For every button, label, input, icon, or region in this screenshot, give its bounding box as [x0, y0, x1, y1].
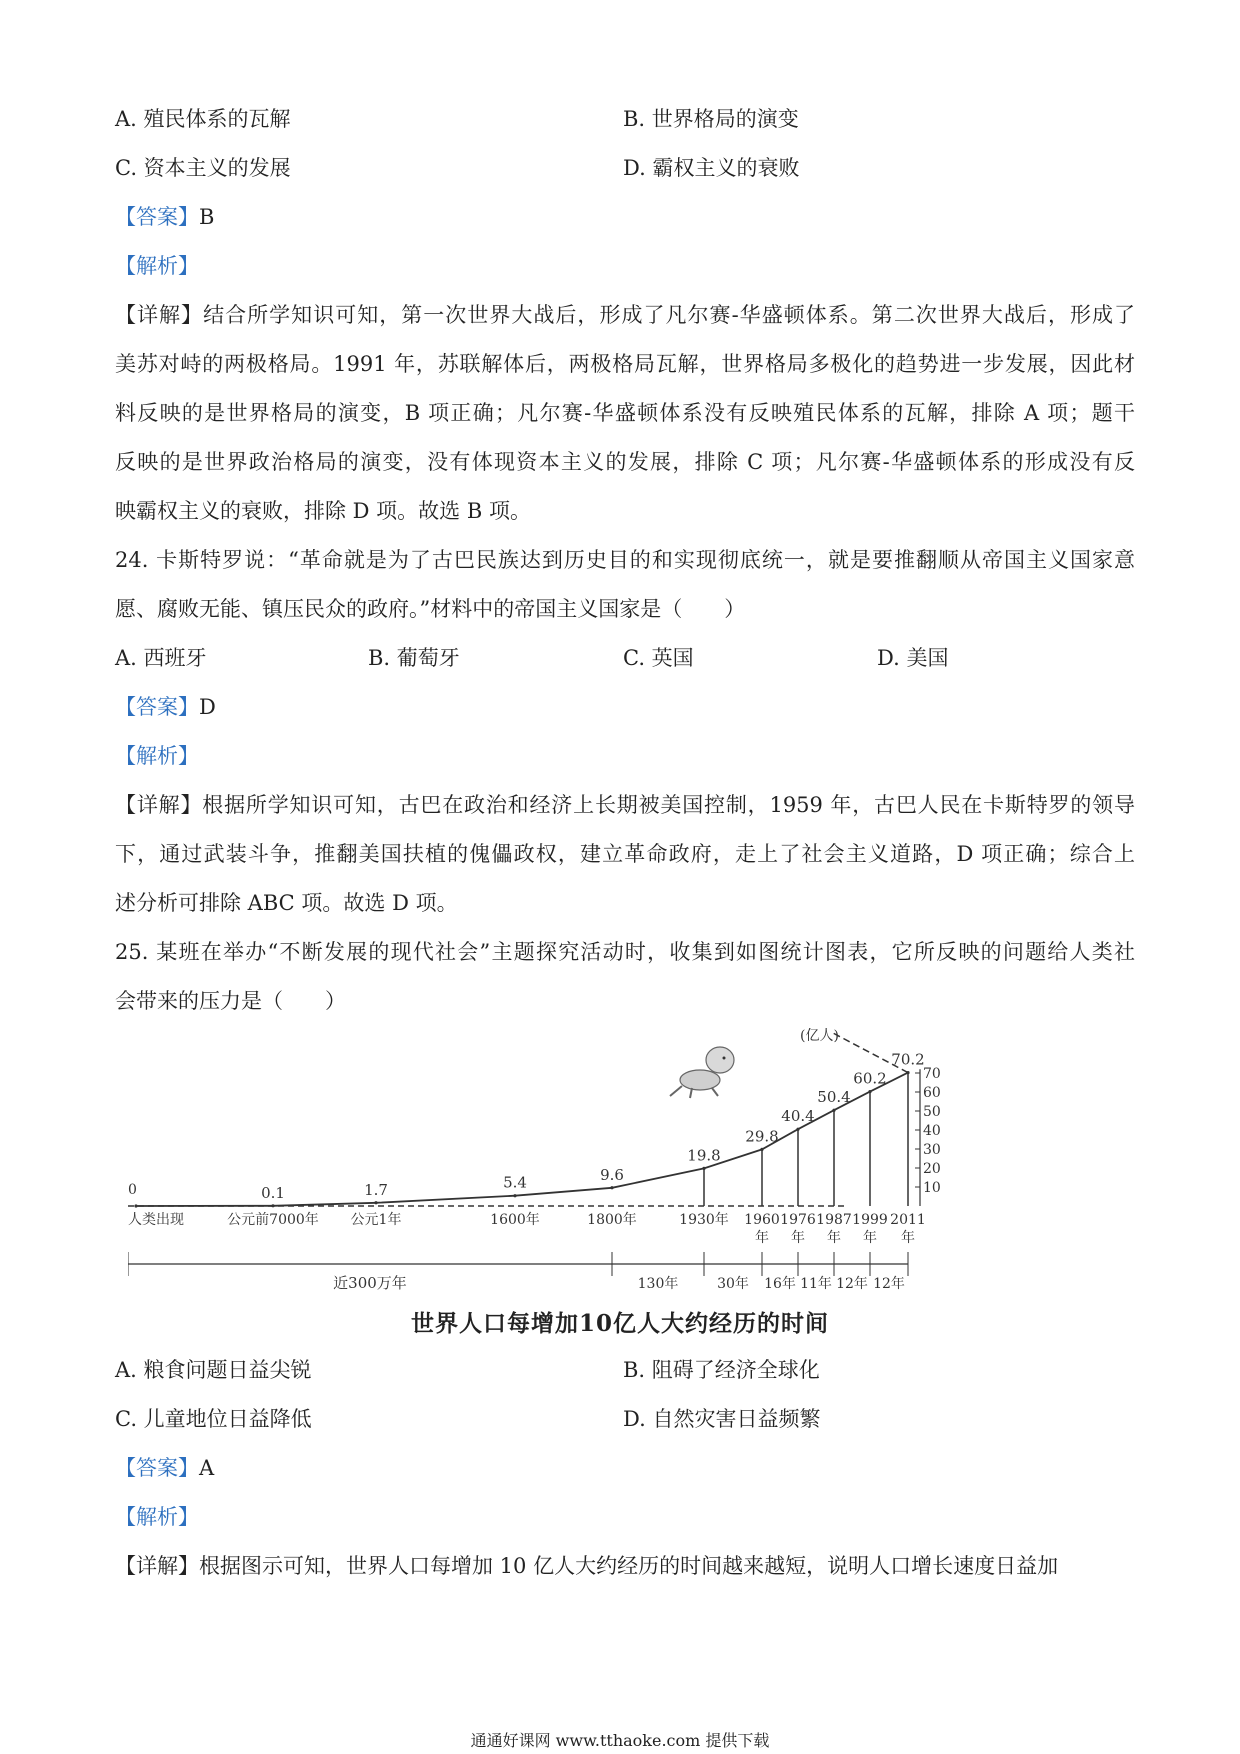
q25-option-b: B. 阻碍了经济全球化 [623, 1358, 820, 1382]
interval-label: 11年 [800, 1276, 832, 1292]
q25-option-a: A. 粮食问题日益尖锐 [115, 1358, 312, 1382]
detail-tag: 【详解】 [115, 793, 203, 817]
x-tick-label: 1999 [852, 1212, 888, 1228]
q23-analysis-tag: 【解析】 [115, 254, 199, 278]
x-tick-label-suffix: 年 [791, 1230, 805, 1246]
q25-stem-line-1: 25. 某班在举办“不断发展的现代社会”主题探究活动时，收集到如图统计图表，它所反映的问题给人类社 [115, 940, 1135, 964]
detail-text: 根据图示可知，世界人口每增加 10 亿人大约经历的时间越来越短，说明人口增长速度日益加 [199, 1554, 1059, 1578]
q24-stem-line-2: 愿、腐败无能、镇压民众的政府。”材料中的帝国主义国家是（ ） [115, 597, 746, 621]
q24-detail-line-3: 述分析可排除 ABC 项。故选 D 项。 [115, 891, 458, 915]
interval-label: 30年 [717, 1276, 749, 1292]
q23-answer [115, 202, 1135, 232]
value-label: 60.2 [853, 1069, 887, 1088]
q25-stem-line-2: 会带来的压力是（ ） [115, 989, 346, 1013]
x-tick-label: 公元1年 [350, 1212, 402, 1228]
y-tick-label: 30 [923, 1142, 941, 1158]
answer-value: A [199, 1456, 215, 1480]
q23-detail-line-1 [115, 300, 1135, 330]
q25-option-d: D. 自然灾害日益频繁 [623, 1407, 821, 1431]
q24-answer [115, 692, 1135, 722]
answer-tag: 【答案】 [115, 1456, 199, 1480]
q25-analysis-tag: 【解析】 [115, 1505, 199, 1529]
y-tick-label: 50 [923, 1104, 941, 1120]
data-point [906, 1071, 909, 1074]
value-label: 40.4 [781, 1107, 815, 1126]
data-point [796, 1128, 799, 1131]
data-point [610, 1186, 613, 1189]
x-tick-label: 1960 [744, 1212, 780, 1228]
value-label: 70.2 [891, 1050, 925, 1069]
y-tick-label: 40 [923, 1123, 941, 1139]
value-label: 5.4 [503, 1173, 527, 1192]
data-point [271, 1204, 274, 1207]
answer-tag: 【答案】 [115, 205, 199, 229]
detail-tag: 【详解】 [115, 1554, 199, 1578]
value-label: 19.8 [687, 1146, 721, 1165]
q23-detail-line-2: 美苏对峙的两极格局。1991 年，苏联解体后，两极格局瓦解，世界格局多极化的趋势进一步发展，因此材 [115, 352, 1135, 376]
value-label: 9.6 [600, 1165, 624, 1184]
q23-detail-line-4: 反映的是世界政治格局的演变，没有体现资本主义的发展，排除 C 项；凡尔赛-华盛顿体系的形成没有反 [115, 450, 1135, 474]
detail-tag: 【详解】 [115, 303, 204, 327]
data-point [760, 1148, 763, 1151]
q23-option-d: D. 霸权主义的衰败 [623, 156, 800, 180]
y-tick-label: 60 [923, 1085, 941, 1101]
q24-option-d: D. 美国 [877, 646, 949, 670]
q24-stem-line-1: 24. 卡斯特罗说：“革命就是为了古巴民族达到历史目的和实现彻底统一，就是要推翻顺从帝国主义国家意 [115, 548, 1135, 572]
q23-option-b: B. 世界格局的演变 [623, 107, 799, 131]
x-tick-label-suffix: 年 [863, 1230, 877, 1246]
value-label: 29.8 [745, 1127, 779, 1146]
x-tick-label-suffix: 年 [827, 1230, 841, 1246]
value-label: 0 [128, 1182, 137, 1198]
interval-label: 12年 [873, 1276, 905, 1292]
x-tick-label: 1987 [816, 1212, 852, 1228]
y-tick-label: 10 [923, 1180, 941, 1196]
y-tick-label: 20 [923, 1161, 941, 1177]
y-unit-label: (亿人) [800, 1028, 839, 1044]
data-point [134, 1204, 137, 1207]
q24-detail-line-1 [115, 790, 1135, 820]
q23-detail-line-5: 映霸权主义的衰败，排除 D 项。故选 B 项。 [115, 499, 531, 523]
x-tick-label: 1800年 [587, 1212, 637, 1228]
q25-option-c: C. 儿童地位日益降低 [115, 1407, 312, 1431]
data-point [702, 1167, 705, 1170]
value-label: 0.1 [261, 1183, 285, 1202]
answer-tag: 【答案】 [115, 695, 199, 719]
q24-option-c: C. 英国 [623, 646, 694, 670]
x-tick-label: 1600年 [490, 1212, 540, 1228]
crawling-baby-icon [670, 1047, 734, 1098]
data-point [832, 1109, 835, 1112]
interval-label: 16年 [764, 1276, 796, 1292]
q24-option-a: A. 西班牙 [115, 646, 207, 670]
q24-analysis-tag: 【解析】 [115, 744, 199, 768]
data-point [513, 1194, 516, 1197]
x-tick-label-suffix: 年 [901, 1230, 915, 1246]
x-tick-label: 2011 [890, 1212, 926, 1228]
y-tick-label: 70 [923, 1066, 941, 1082]
q25-detail-line-1 [115, 1551, 1135, 1581]
population-chart [128, 1028, 958, 1293]
detail-text: 根据所学知识可知，古巴在政治和经济上长期被美国控制，1959 年，古巴人民在卡斯特罗的领导 [202, 793, 1135, 817]
chart-title: 世界人口每增加10亿人大约经历的时间 [410, 1310, 829, 1337]
x-tick-label: 1976 [780, 1212, 816, 1228]
q23-option-a: A. 殖民体系的瓦解 [115, 107, 291, 131]
interval-label: 130年 [637, 1276, 679, 1292]
x-tick-label: 1930年 [679, 1212, 729, 1228]
chart-frame [670, 1047, 734, 1098]
x-tick-label: 人类出现 [128, 1212, 184, 1228]
detail-text: 结合所学知识可知，第一次世界大战后，形成了凡尔赛-华盛顿体系。第二次世界大战后，形成了 [203, 303, 1136, 327]
answer-value: D [199, 695, 216, 719]
answer-value: B [199, 205, 215, 229]
interval-label: 近300万年 [333, 1274, 407, 1292]
interval-label: 12年 [836, 1276, 868, 1292]
value-label: 50.4 [817, 1088, 851, 1107]
q23-detail-line-3: 料反映的是世界格局的演变，B 项正确；凡尔赛-华盛顿体系没有反映殖民体系的瓦解，排除 A 项；题干 [115, 401, 1135, 425]
value-label: 1.7 [364, 1180, 388, 1199]
x-tick-label-suffix: 年 [755, 1230, 769, 1246]
q25-answer [115, 1453, 1135, 1483]
q24-option-b: B. 葡萄牙 [368, 646, 460, 670]
x-tick-label: 公元前7000年 [227, 1212, 319, 1228]
data-point [374, 1201, 377, 1204]
data-point [868, 1090, 871, 1093]
q23-option-c: C. 资本主义的发展 [115, 156, 291, 180]
page-footer: 通通好课网 www.tthaoke.com 提供下载 [470, 1731, 770, 1750]
q24-detail-line-2: 下，通过武装斗争，推翻美国扶植的傀儡政权，建立革命政府，走上了社会主义道路，D 项正确；综合上 [115, 842, 1135, 866]
